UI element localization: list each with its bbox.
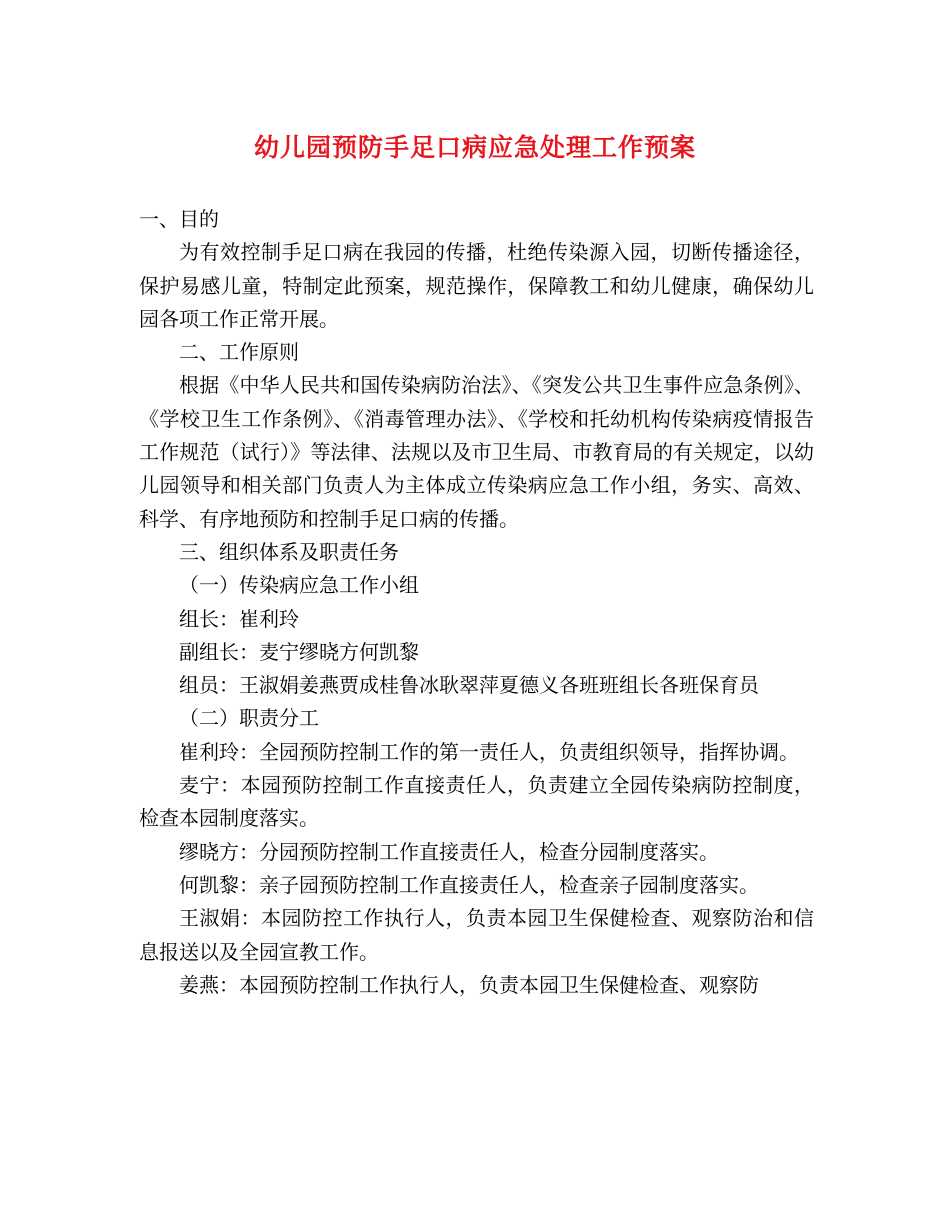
paragraph-group-leader: 组长：崔利玲	[179, 606, 299, 631]
subheading-responsibilities: （二）职责分工	[179, 706, 319, 731]
section-heading-purpose: 一、目的	[139, 207, 219, 231]
paragraph-duty: 缪晓方：分园预防控制工作直接责任人，检查分园制度落实。	[179, 839, 719, 864]
section-heading-organization: 三、组织体系及职责任务	[179, 539, 399, 564]
paragraph-duty: 王淑娟：本园防控工作执行人，负责本园卫生保健检查、观察防治和信息报送以及全园宣教工作。	[139, 906, 814, 964]
section-heading-principles: 二、工作原则	[179, 340, 299, 365]
paragraph-group-members: 组员：王淑娟姜燕贾成桂鲁冰耿翠萍夏德义各班班组长各班保育员	[179, 673, 759, 698]
paragraph-principles: 根据《中华人民共和国传染病防治法》、《突发公共卫生事件应急条例》、《学校卫生工作条例》、《消毒管理办法》、《学校和托幼机构传染病疫情报告工作规范（试行）》等法律、法规以及市卫生局、市教育局的有关规定，以幼儿园领导和相关部门负责人为主体成立传染病应急工作小组，务实、高效、科学、有序地预防和控制手足口病的传播。	[139, 373, 814, 531]
paragraph-duty: 姜燕：本园预防控制工作执行人，负责本园卫生保健检查、观察防	[179, 972, 759, 997]
document-title: 幼儿园预防手足口病应急处理工作预案	[253, 133, 696, 162]
paragraph-deputy-leaders: 副组长：麦宁缪晓方何凯黎	[179, 639, 419, 664]
paragraph-duty: 崔利玲：全园预防控制工作的第一责任人，负责组织领导，指挥协调。	[179, 739, 799, 764]
paragraph-duty: 何凯黎：亲子园预防控制工作直接责任人，检查亲子园制度落实。	[179, 872, 759, 897]
subheading-working-group: （一）传染病应急工作小组	[179, 573, 419, 598]
paragraph-purpose: 为有效控制手足口病在我园的传播，杜绝传染源入园，切断传播途径，保护易感儿童，特制定此预案，规范操作，保障教工和幼儿健康，确保幼儿园各项工作正常开展。	[139, 240, 814, 331]
document-body	[139, 203, 814, 1002]
paragraph-duty: 麦宁：本园预防控制工作直接责任人，负责建立全园传染病防控制度，检查本园制度落实。	[139, 773, 814, 831]
